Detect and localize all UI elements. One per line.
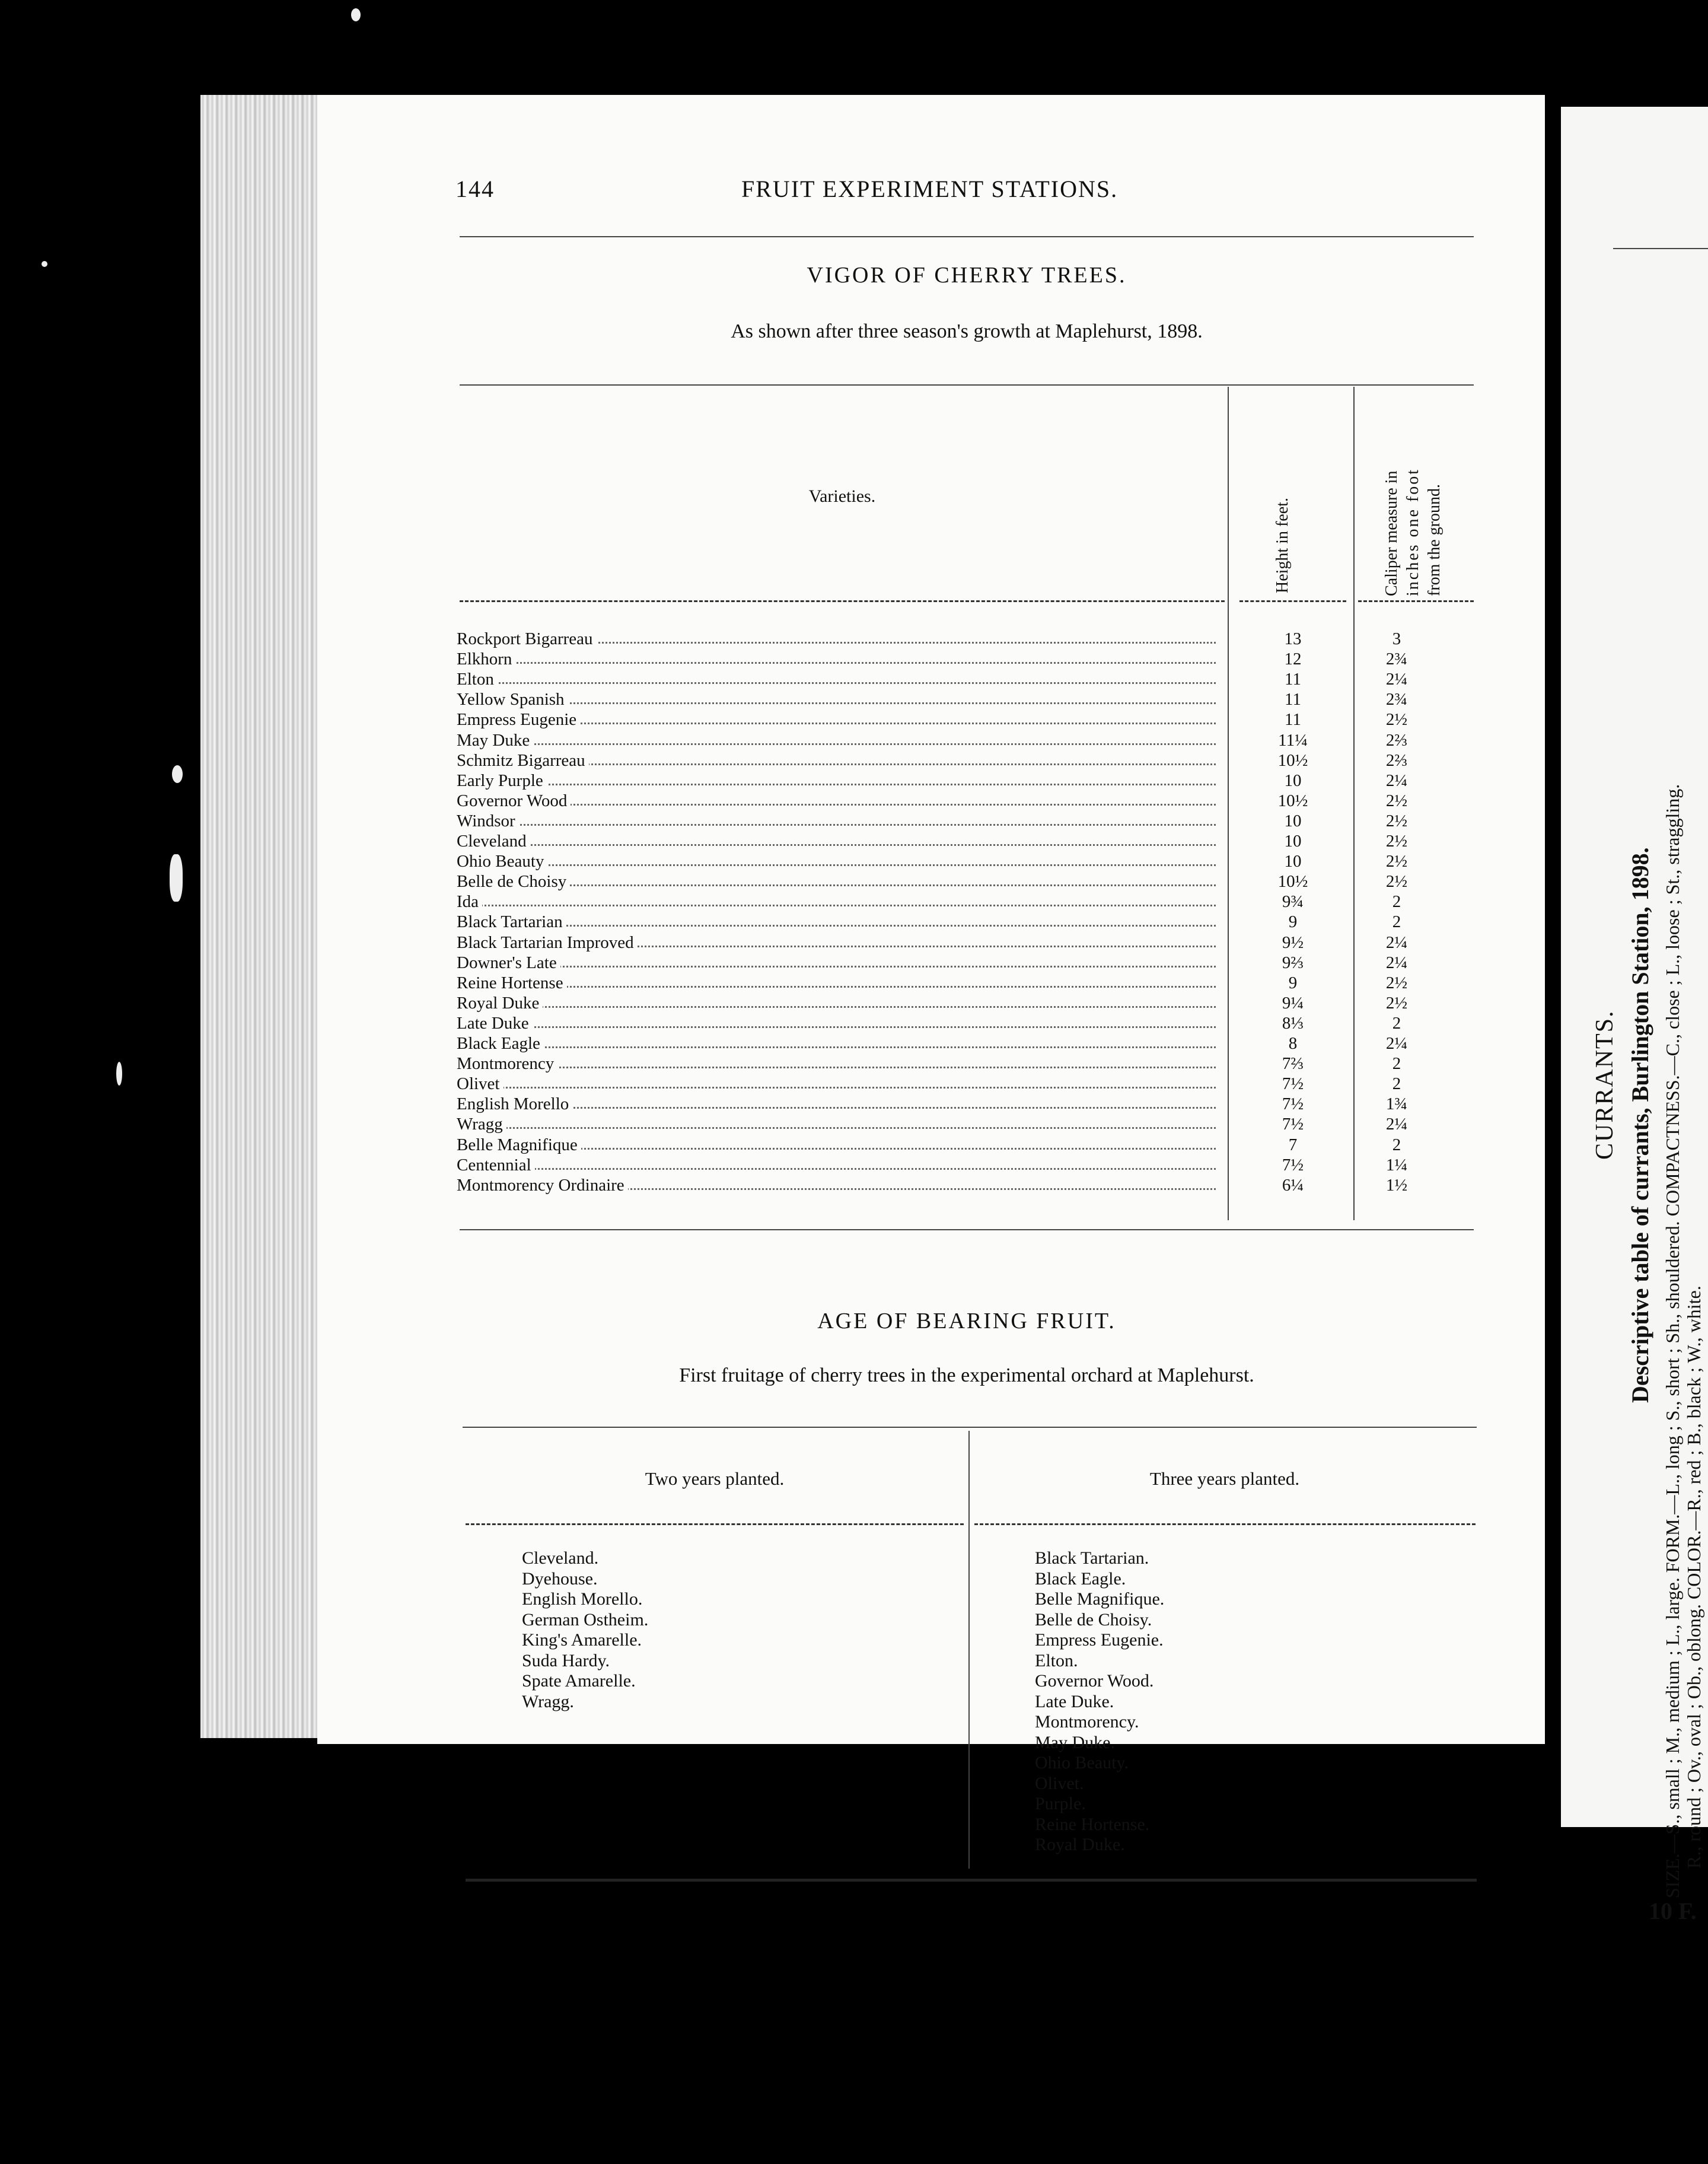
caliper-value: 2⅔ [1385,750,1408,770]
height-value: 6¼ [1282,1175,1304,1195]
running-title: FRUIT EXPERIMENT STATIONS. [741,176,1119,202]
leader-dots [457,689,1216,704]
height-value: 8 [1288,1034,1298,1053]
height-value: 9¼ [1282,993,1304,1013]
scan-speck [170,854,183,902]
caliper-value: 2⅔ [1385,730,1408,750]
height-value: 10 [1284,832,1302,851]
height-value: 11 [1285,690,1301,709]
list-item: Cleveland. [522,1548,599,1568]
facing-page-rule [1613,248,1708,249]
height-value: 9¾ [1282,892,1304,912]
variety-name: Montmorency [457,1054,557,1074]
leader-dots [457,649,1216,664]
variety-name: Black Eagle [457,1033,544,1054]
variety-name: Royal Duke [457,993,543,1013]
table-row [457,811,1408,831]
col-header-varieties: Varieties. [808,486,876,506]
col-header-height: Height in feet. [1273,498,1292,593]
leader-dots [457,1114,1216,1129]
variety-name: Yellow Spanish [457,689,568,709]
list-item: Montmorency. [1035,1712,1139,1732]
bearing-table-bottom-rule [466,1879,1477,1882]
table-row [457,1074,1401,1094]
list-item: Suda Hardy. [522,1650,610,1670]
leader-dots [457,1155,1216,1170]
table-row [457,669,1408,689]
list-item: Royal Duke. [1035,1835,1125,1854]
caliper-value: 2 [1392,892,1401,912]
list-item: Wragg. [522,1691,574,1711]
scan-speck [351,8,361,21]
col-header-caliper-line2: inches one foot [1404,467,1422,596]
table-row [457,750,1408,771]
table-row [457,892,1401,912]
bearing-header-rule-right [974,1523,1476,1525]
height-value: 12 [1284,650,1302,669]
table-row [457,871,1408,892]
variety-name: Empress Eugenie [457,709,580,730]
col-header-two-years: Two years planted. [645,1468,785,1489]
variety-name: Olivet [457,1074,504,1094]
height-value: 7½ [1282,1074,1304,1094]
caliper-value: 2¼ [1385,953,1408,972]
bearing-table-top-rule [463,1427,1477,1428]
scan-speck [42,261,47,267]
caliper-value: 2 [1392,1135,1401,1154]
list-item: Reine Hortense. [1035,1814,1150,1834]
caliper-value: 2¾ [1385,690,1408,709]
caliper-value: 2½ [1385,791,1408,810]
table-row [457,973,1408,993]
variety-name: Wragg [457,1114,506,1134]
caliper-value: 2¼ [1385,933,1408,952]
caliper-value: 2¼ [1385,1034,1408,1053]
caliper-value: 2 [1392,1054,1401,1074]
vigor-table-bottom-rule [460,1229,1474,1230]
height-value: 9 [1288,912,1298,932]
signature-mark: 10 F. [1649,1898,1697,1924]
variety-name: Windsor [457,811,519,831]
three-years-list [1035,1548,1164,1856]
table-row [457,791,1408,811]
variety-name: Belle de Choisy [457,871,570,892]
height-value: 10 [1284,852,1302,871]
leader-dots [457,1013,1216,1028]
variety-name: Governor Wood [457,791,571,811]
caliper-value: 2¼ [1385,670,1408,689]
variety-name: English Morello [457,1094,572,1114]
currants-subheading: Descriptive table of currants, Burlington Station, 1898. [1627,847,1653,1403]
height-value: 11¼ [1278,730,1308,750]
caliper-value: 2½ [1385,811,1408,830]
currants-heading: CURRANTS. [1591,1010,1618,1160]
variety-name: Centennial [457,1155,535,1175]
table-row [457,993,1408,1013]
height-value: 10½ [1277,750,1308,770]
scan-speck [172,765,183,783]
table-row [457,953,1408,973]
bearing-subtitle: First fruitage of cherry trees in the experimental orchard at Maplehurst. [679,1364,1254,1386]
leader-dots [457,1054,1216,1068]
caliper-value: 2½ [1385,832,1408,851]
variety-name: Black Tartarian Improved [457,933,638,953]
list-item: English Morello. [522,1589,643,1609]
height-value: 7⅔ [1282,1054,1304,1074]
leader-dots [457,973,1216,988]
height-value: 10½ [1277,791,1308,810]
col-header-three-years: Three years planted. [1149,1468,1300,1489]
leader-dots [457,993,1216,1008]
list-item: Belle de Choisy. [1035,1609,1152,1630]
bearing-title: AGE OF BEARING FRUIT. [817,1309,1116,1334]
caliper-value: 2 [1392,1013,1401,1033]
variety-name: Late Duke [457,1013,533,1033]
header-rule [460,236,1474,237]
vigor-header-rule-caliper [1358,600,1474,602]
page-number: 144 [455,176,495,202]
height-value: 11 [1285,710,1301,730]
vigor-header-rule [460,600,1225,602]
height-value: 9⅔ [1282,953,1304,972]
bearing-col-divider [968,1431,970,1869]
caliper-value: 2¼ [1385,771,1408,790]
height-value: 8⅓ [1282,1013,1304,1033]
table-row [457,933,1408,953]
leader-dots [457,730,1216,745]
caliper-value: 2½ [1385,973,1408,992]
variety-name: Elton [457,669,498,689]
height-value: 9 [1288,973,1298,992]
list-item: May Duke. [1035,1732,1115,1752]
height-value: 10 [1284,771,1302,790]
leader-dots [457,831,1216,846]
list-item: Olivet. [1035,1773,1084,1793]
list-item: Ohio Beauty. [1035,1753,1129,1772]
table-row [457,1013,1401,1033]
height-value: 10½ [1277,872,1308,892]
table-row [457,1054,1401,1074]
list-item: Black Eagle. [1035,1568,1126,1589]
table-row [457,771,1408,791]
height-value: 7½ [1282,1115,1304,1134]
caliper-value: 2 [1392,912,1401,932]
variety-name: Ohio Beauty [457,851,547,871]
table-row [457,629,1401,649]
list-item: Empress Eugenie. [1035,1630,1164,1650]
caliper-value: 2½ [1385,710,1408,730]
leader-dots [457,1074,1216,1089]
caliper-value: 2½ [1385,993,1408,1013]
leader-dots [457,771,1216,785]
variety-name: Rockport Bigarreau [457,629,597,649]
two-years-list [522,1548,648,1712]
variety-name: Montmorency Ordinaire [457,1175,628,1195]
leader-dots [457,1033,1216,1048]
variety-name: Ida [457,892,482,912]
scan-speck [116,1062,122,1086]
caliper-value: 1½ [1385,1175,1408,1195]
list-item: Belle Magnifique. [1035,1589,1165,1609]
list-item: Black Tartarian. [1035,1548,1149,1568]
book-page-edges [200,95,319,1738]
height-value: 7½ [1282,1094,1304,1114]
variety-name: Elkhorn [457,649,515,669]
leader-dots [457,669,1216,684]
variety-name: Black Tartarian [457,912,566,932]
leader-dots [457,912,1216,927]
vigor-header-rule-height [1239,600,1346,602]
caliper-value: 2½ [1385,852,1408,871]
caliper-value: 2¾ [1385,650,1408,669]
caliper-value: 3 [1392,629,1401,648]
leader-dots [457,953,1216,968]
table-row [457,912,1401,932]
list-item: Spate Amarelle. [522,1671,636,1691]
table-row [457,1155,1408,1175]
vigor-col-divider-2 [1353,387,1355,1220]
variety-name: Belle Magnifique [457,1135,581,1155]
list-item: Purple. [1035,1794,1086,1813]
height-value: 11 [1285,670,1301,689]
bearing-header-rule-left [466,1523,964,1525]
height-value: 10 [1284,811,1302,830]
caliper-value: 1¾ [1385,1094,1408,1114]
list-item: Governor Wood. [1035,1671,1154,1691]
caliper-value: 2 [1392,1074,1401,1094]
variety-name: Cleveland [457,831,530,851]
variety-name: May Duke [457,730,533,750]
list-item: Elton. [1035,1650,1078,1670]
table-row [457,709,1408,730]
table-row [457,851,1408,871]
col-header-caliper-line1: Caliper measure in [1382,470,1401,596]
caliper-value: 2½ [1385,872,1408,892]
height-value: 9½ [1282,933,1304,952]
height-value: 13 [1284,629,1302,648]
vigor-table-top-rule [460,384,1474,386]
list-item: Dyehouse. [522,1568,598,1589]
table-row [457,649,1408,669]
list-item: German Ostheim. [522,1609,649,1630]
vigor-title: VIGOR OF CHERRY TREES. [807,263,1127,288]
caliper-value: 2¼ [1385,1115,1408,1134]
caliper-value: 1¼ [1385,1155,1408,1175]
table-row [457,1114,1408,1134]
currants-legend-line2: R., round ; Ov., oval ; Ob., oblong. COLOR.—R., red ; B., black ; W., white. [1683,1285,1704,1869]
currants-legend-line1: SIZE.—S., small ; M., medium ; L., large. FORM.—L., long ; S., short ; Sh., shouldered. COMPACTNESS.—C., close ; L., loose ; St., straggling. [1662,784,1683,1898]
variety-name: Downer's Late [457,953,560,973]
variety-name: Schmitz Bigarreau [457,750,589,771]
table-row [457,831,1408,851]
leader-dots [457,892,1216,906]
leader-dots [457,851,1216,866]
table-row [457,1175,1408,1195]
col-header-caliper-line3: from the ground. [1425,484,1443,596]
table-row [457,1094,1408,1114]
vigor-subtitle: As shown after three season's growth at Maplehurst, 1898. [731,320,1203,342]
table-row [457,1033,1408,1054]
leader-dots [457,871,1216,886]
table-row [457,1135,1401,1155]
height-value: 7½ [1282,1155,1304,1175]
table-row [457,730,1408,750]
list-item: Late Duke. [1035,1691,1114,1711]
variety-name: Reine Hortense [457,973,567,993]
leader-dots [457,811,1216,826]
variety-name: Early Purple [457,771,547,791]
table-row [457,689,1408,709]
list-item: King's Amarelle. [522,1630,642,1650]
height-value: 7 [1288,1135,1298,1154]
